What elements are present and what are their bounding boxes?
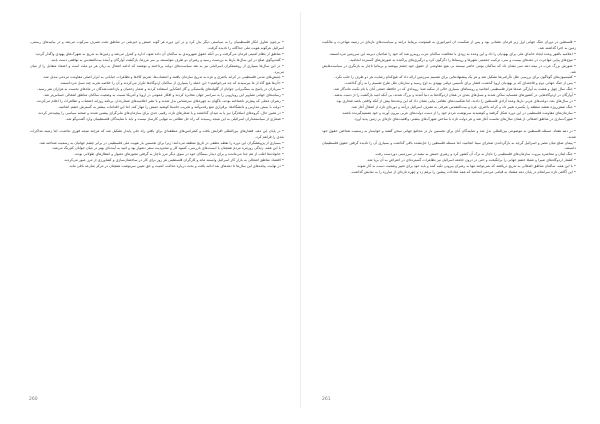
paragraph: • پیمان صلح میان مصر و اسرائیل گرچه به بازگرداندن صحرای سینا انجامید، اما مسئله فلسطین را حل‌نشده باقی گذاشت و بسیاری آن را نادیده گرفتن حقوق فلسطینیان دانستند.: [322, 140, 576, 151]
paragraph: • اقتصاد مناطق اشغالی به بازار کار اسرائیل وابسته ماند و کارگران فلسطینی هر روز برای کار در ساختمان‌سازی و کشاورزی از مرز عبور می‌کردند.: [63, 158, 284, 163]
paragraph: • در دهه هفتاد، مسئله فلسطین به موضوعی بین‌المللی بدل شد و نمایندگان آنان برای نخستین بار در مجامع جهانی سخن گفتند و خواستار به رسمیت شناختن حقوق خود شدند.: [322, 128, 576, 139]
paragraph: • جنگ شش‌روزه نقشه منطقه را یکسره تغییر داد و کرانه باختری، غزه و بیت‌المقدس شرقی به تصرف اسرائیل درآمد و دوره‌ای تازه از اشغال آغاز شد.: [350, 104, 576, 109]
paragraph: • دولت با بستن مدارس و دانشگاه‌ها، برقراری منع رفت‌وآمد و تخریب خانه‌ها کوشید جنبش را مهار کند، اما این اقدامات بیشتر به گسترش خشم انجامید.: [57, 104, 284, 109]
paragraph: • «آن‌ها هیچ گاه از ما نپرسیدند که چه می‌خواهیم.» این جمله را بسیاری از ساکنان اردوگاه‌ها تکرار می‌کردند و آن را خلاصه تجربه چند نسل می‌دانستند.: [59, 81, 284, 86]
paragraph: • با این همه، زندگی روزمره مردم همچنان با ایست‌های بازرسی، کمبود کار و محدودیت سفر دشوار بود و امید به آینده‌ای بهتر در میان جوانان کم‌رنگ می‌شد.: [51, 146, 284, 151]
paragraph: • کشتار اردوگاه‌های صبرا و شتیلا خشم جهانی را برانگیخت و حتی در درون جامعه اسرائیل نیز تظاهرات گسترده‌ای در اعتراض به آن برپا شد.: [366, 158, 576, 163]
paragraph: • مناطق از نظام امنیتی فرمان می‌گرفت و بی آنکه حقوق شهروندی به ساکنان آن داده شود، اداره و کنترل می‌شد و زمین‌ها به تدریج به شهرک‌های یهودی واگذار گردید.: [34, 51, 284, 56]
paragraph: • رسانه‌های جهانی تصاویر این رویارویی را به سراسر جهان مخابره کردند و افکار عمومی در اروپا و آمریکا نسبت به وضعیت ساکنان مناطق اشغالی حساس‌تر شد.: [43, 93, 284, 98]
paragraph: • شهرک‌سازی در مناطق اشغالی از همان سال‌های نخست آغاز شد و هر دولت تازه با ساختن شهرک‌های بیشتر، واقعیت‌های تازه‌ای بر زمین پدید آورد.: [353, 116, 576, 121]
paragraph: • شماری از سیاستمداران اسرائیلی به این نتیجه رسیدند که راه حل نظامی به تنهایی کارساز نیست و باید با نمایندگان فلسطینیان وارد گفت‌وگو شد.: [65, 116, 284, 121]
paragraph: • رهبران محلی که پیش‌تر ناشناخته بودند، ناگهان به چهره‌های سرشناس بدل شدند و با نشر اعلامیه‌های شماره‌دار، برنامه روزانه اعتصاب و تظاهرات را اعلام می‌کردند.: [35, 99, 284, 104]
page-number: 261: [322, 397, 331, 402]
right-page: [300, 0, 600, 424]
paragraph: • موج‌های پیاپی مهاجرت در دهه‌های بیست و سی، ترکیب جمعیتی شهرها و روستاها را دگرگون کرد و درگیری‌های پراکنده به شورش‌های گسترده انجامید.: [349, 57, 576, 62]
paragraph: • در همین حال، گروه‌های اسلام‌گرا نیز پا به میدان گذاشتند و با شعارهای تازه، رقیبی جدی برای سازمان‌های ملی‌گرای پیشین شدند و صحنه سیاسی را پیچیده‌تر کردند.: [37, 110, 284, 115]
paragraph: • فلسطین در دوران جنگ جهانی اول زیر فرمان عثمانی بود و پس از شکست آن امپراتوری به قیمومت بریتانیا درآمد و سیاست‌های تازه‌ای در زمینه مهاجرت و مالکیت زمین به اجرا گذاشته شد.: [322, 40, 576, 50]
paragraph: • در نهایت، پیامدهای این سال‌ها تا دهه‌های بعد ادامه یافت و بحث درباره عدالت، امنیت و حق تعیین سرنوشت همچنان در مرکز منازعه باقی ماند.: [68, 164, 284, 169]
right-text-column: [322, 40, 576, 380]
paragraph: • کمیسیون‌های گوناگون برای بررسی علل ناآرامی‌ها تشکیل شد و هر یک پیشنهادهایی برای تقسیم سرزمین ارائه داد که هیچ‌کدام رضایت هر دو طرف را جلب نکرد.: [334, 75, 576, 80]
paragraph: • در این سال‌ها بسیاری از روشنفکران اسرائیلی نیز به نقد سیاست‌های دولت پرداختند و نوشتند که ادامه اشغال به زیان هر دو ملت است و اعتماد متقابل را از میان می‌برد.: [30, 63, 284, 74]
page-number: 260: [29, 397, 38, 402]
paragraph: • گفت‌وگوی صلح در این سال‌ها بارها به بن‌بست رسید و رهبران دو طرف نتوانستند بر سر مرزها، بازگشت آوارگان و آینده بیت‌المقدس به توافقی دست یابند.: [50, 57, 284, 62]
paragraph: • در پایان این دهه، فشارهای بین‌المللی افزایش یافت و کنفرانس‌های منطقه‌ای برای یافتن راه حلی پایدار تشکیل شد که هرچند نتیجه فوری نداشت، اما زمینه مذاکرات بعدی را فراهم کرد.: [30, 128, 284, 139]
paragraph: • سازمان‌های مقاومت فلسطینی در این دوره شکل گرفتند و کوشیدند سرنوشت مردم خود را از دست دولت‌های عربی بیرون آورند و خود تصمیم‌گیرنده باشند.: [341, 110, 576, 115]
paragraph: • اعلامیه بالفور وعده ایجاد خانه‌ای ملی برای یهودیان را داد و این وعده به زودی با مخالفت ساکنان عرب روبه‌رو شد که خود را صاحبان دیرینه این سرزمین می‌دانستند.: [328, 51, 576, 56]
paragraph: • این آگاهی تازه سرانجام در پایان دهه هشتاد به قیامی مردمی انجامید که همه معادلات پیشین را برهم زد و چهره تازه‌ای از مبارزه را به نمایش گذاشت.: [350, 170, 576, 175]
paragraph: • سربازان در پاسخ به سنگ‌پرانی جوانان از گلوله‌های پلاستیکی و گاز اشک‌آور استفاده کردند و شمار زخمیان و بازداشت‌شدگان در ماه‌های نخست به هزاران نفر رسید.: [37, 87, 284, 92]
paragraph: • خانواده‌ها اغلب از هم جدا می‌ماندند و برای دیدار بستگان خود در سوی دیگر مرز ناچار به گرفتن مجوزهای دشوار و انتظارهای طولانی بودند.: [73, 152, 284, 157]
paragraph: • در سال‌های بعد، دولت‌های عربی بارها وعده آزادی فلسطین را دادند، اما شکست‌های نظامی پیاپی نشان داد که این وعده‌ها بیش از آنکه واقعی باشد شعاری بود.: [335, 99, 576, 104]
paragraph: • بی‌چون شاول انکار فلسطینیان را به سیاستی دیگر بدل کرد و در این دوره هر گونه جنبش و خیزشی در مناطق تحت تصرف سرکوب می‌شد و در بیانیه‌های رسمی، اسرائیل هرگونه هویت ملی جداگانه را نادیده گرفت.: [30, 40, 284, 50]
paragraph: • جنبش‌های مدنی فلسطینی در کرانه باختری و غزه به تدریج سازمان یافتند و اعتصاب‌ها، تحریم کالاها و تظاهرات خیابانی به ابزار اصلی مقاومت مردمی تبدیل شد.: [42, 75, 284, 80]
left-text-column: [30, 40, 284, 380]
paragraph: • جنگ سال چهل و هشت به آوارگی صدها هزار فلسطینی انجامید و روستاهای بسیاری خالی از سکنه شد؛ رویدادی که در حافظه جمعی آنان با نام نکبت ماندگار شد.: [333, 87, 576, 92]
paragraph: • بسیاری از پژوهشگران این دوره را نقطه عطفی در تاریخ منطقه می‌دانند؛ زیرا برای نخستین بار هویت ملی فلسطینی در برابر چشم جهانیان به رسمیت شناخته شد.: [38, 140, 284, 145]
paragraph: • با این همه، ساکنان مناطق اشغالی به تدریج دریافتند که نمی‌توانند تنها به رهبران بیرونی تکیه کنند و باید خود برای تغییر وضعیت دست به کار شوند.: [356, 164, 576, 169]
paragraph: • پس از جنگ جهانی دوم و فاجعه‌ای که بر یهودیان اروپا گذشت، فشار برای تأسیس دولتی یهودی به اوج رسید و سازمان ملل طرح تقسیم را به رأی گذاشت.: [344, 81, 576, 86]
paragraph: • شورش بزرگ عرب در نیمه دهه سی نشان داد که ساکنان بومی حاضر نیستند بی هیچ مقاومتی از حقوق خود چشم بپوشند و بریتانیا ناچار به بازنگری در سیاست‌هایش شد.: [322, 63, 576, 74]
paragraph: • آوارگان در اردوگاه‌هایی در کشورهای همسایه ساکن شدند و نسل‌های بعدی در همان اردوگاه‌ها به دنیا آمدند و بزرگ شدند، بی آنکه امید بازگشت را از دست بدهند.: [333, 93, 576, 98]
paragraph: • جنگ لبنان و محاصره بیروت سازمان‌های فلسطینی را ناچار به ترک آن کشور کرد و رهبری جنبش به تبعید در سرزمینی دوردست رفت.: [374, 152, 576, 157]
